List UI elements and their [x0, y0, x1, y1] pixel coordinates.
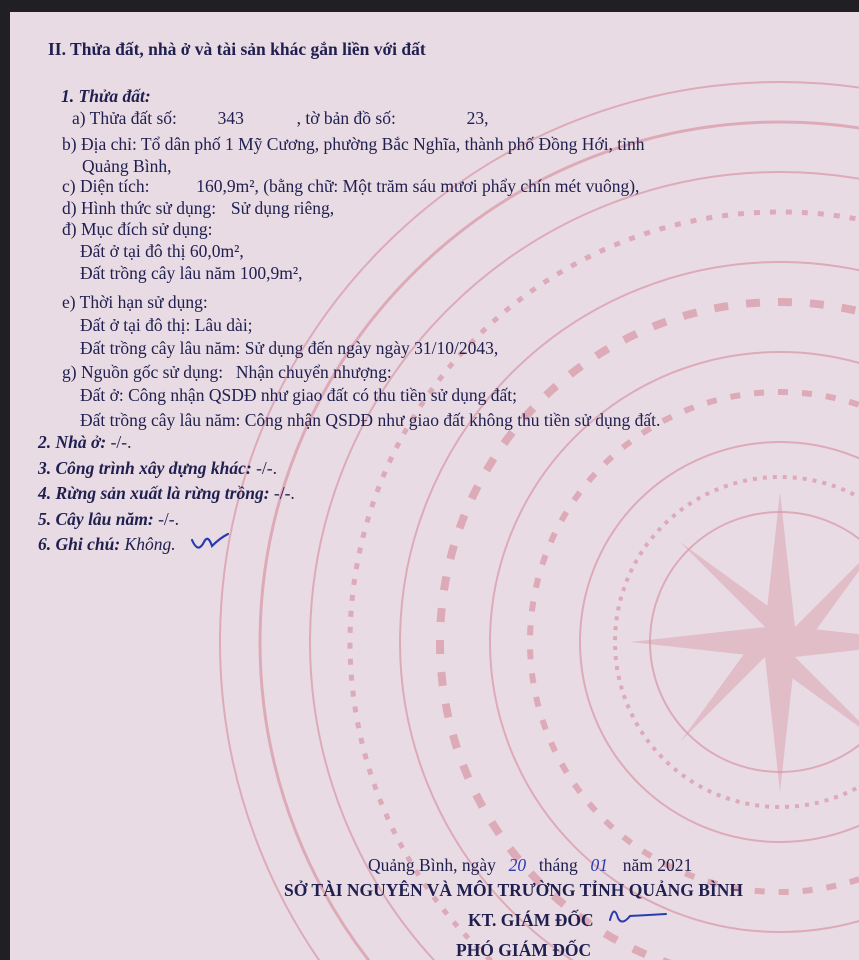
forest-value: -/-. — [269, 483, 295, 503]
month-label: tháng — [538, 855, 578, 875]
other-works-line — [38, 458, 277, 478]
parcel-line — [72, 108, 488, 128]
area-label: c) Diện tích: — [62, 176, 150, 196]
other-works-label: 3. Công trình xây dựng khác: — [38, 458, 252, 478]
house-line — [38, 432, 132, 452]
origin-value: Nhận chuyển nhượng: — [235, 362, 392, 382]
signer-title: KT. GIÁM ĐỐC — [468, 910, 594, 930]
origin-item: Đất trồng cây lâu năm: Công nhận QSDĐ như giao đất không thu tiền sử dụng đất. — [80, 410, 661, 430]
notes-value: Không. — [120, 534, 176, 554]
forest-label: 4. Rừng sản xuất là rừng trồng: — [38, 483, 270, 503]
area-value: 160,9m², (bằng chữ: Một trăm sáu mươi phẩy chín mét vuông), — [196, 176, 640, 196]
usage-purpose-label: đ) Mục đích sử dụng: — [62, 219, 213, 239]
place-date-prefix: Quảng Bình, ngày — [368, 855, 496, 875]
date-day: 20 — [508, 855, 527, 875]
usage-purpose-item: Đất trồng cây lâu năm 100,9m², — [80, 263, 303, 283]
issuing-agency: SỞ TÀI NGUYÊN VÀ MÔI TRƯỜNG TỈNH QUẢNG BÌNH — [284, 880, 743, 900]
perennial-line — [38, 509, 179, 529]
land-heading: 1. Thửa đất: — [61, 86, 151, 106]
origin-label: g) Nguồn gốc sử dụng: — [62, 362, 224, 382]
house-value: -/-. — [106, 432, 132, 452]
usage-term-item: Đất trồng cây lâu năm: Sử dụng đến ngày ngày 31/10/2043, — [80, 338, 499, 358]
signature-icon — [608, 902, 668, 930]
certificate-page — [10, 12, 859, 960]
usage-purpose-item: Đất ở tại đô thị 60,0m², — [80, 241, 244, 261]
usage-form-value: Sử dụng riêng, — [230, 198, 335, 218]
date-month: 01 — [590, 855, 608, 875]
section-title: II. Thửa đất, nhà ở và tài sản khác gắn liền với đất — [48, 39, 426, 59]
map-sheet-number: 23, — [466, 108, 489, 128]
address-line-2: Quảng Bình, — [82, 156, 172, 176]
map-sheet-label: , tờ bản đồ số: — [296, 108, 396, 128]
forest-line — [38, 483, 295, 503]
place-date-line — [368, 855, 692, 875]
origin-item: Đất ở: Công nhận QSDĐ như giao đất có thu tiền sử dụng đất; — [80, 385, 517, 405]
parcel-number: 343 — [217, 108, 244, 128]
address-line: b) Địa chỉ: Tổ dân phố 1 Mỹ Cương, phường Bắc Nghĩa, thành phố Đồng Hới, tỉnh — [62, 134, 645, 154]
notes-line — [38, 534, 176, 554]
usage-term-label: e) Thời hạn sử dụng: — [62, 292, 208, 312]
house-label: 2. Nhà ở: — [38, 432, 107, 452]
usage-form-label: d) Hình thức sử dụng: — [62, 198, 217, 218]
signer-position: PHÓ GIÁM ĐỐC — [456, 940, 592, 960]
notes-label: 6. Ghi chú: — [38, 534, 121, 554]
other-works-value: -/-. — [251, 458, 277, 478]
origin-line — [62, 362, 392, 382]
year-label: năm 2021 — [622, 855, 693, 875]
perennial-value: -/-. — [153, 509, 179, 529]
usage-form-line — [62, 198, 334, 218]
initial-mark-icon — [190, 530, 230, 556]
parcel-label: a) Thửa đất số: — [72, 108, 177, 128]
area-line — [62, 176, 639, 196]
usage-term-item: Đất ở tại đô thị: Lâu dài; — [80, 315, 253, 335]
perennial-label: 5. Cây lâu năm: — [38, 509, 154, 529]
